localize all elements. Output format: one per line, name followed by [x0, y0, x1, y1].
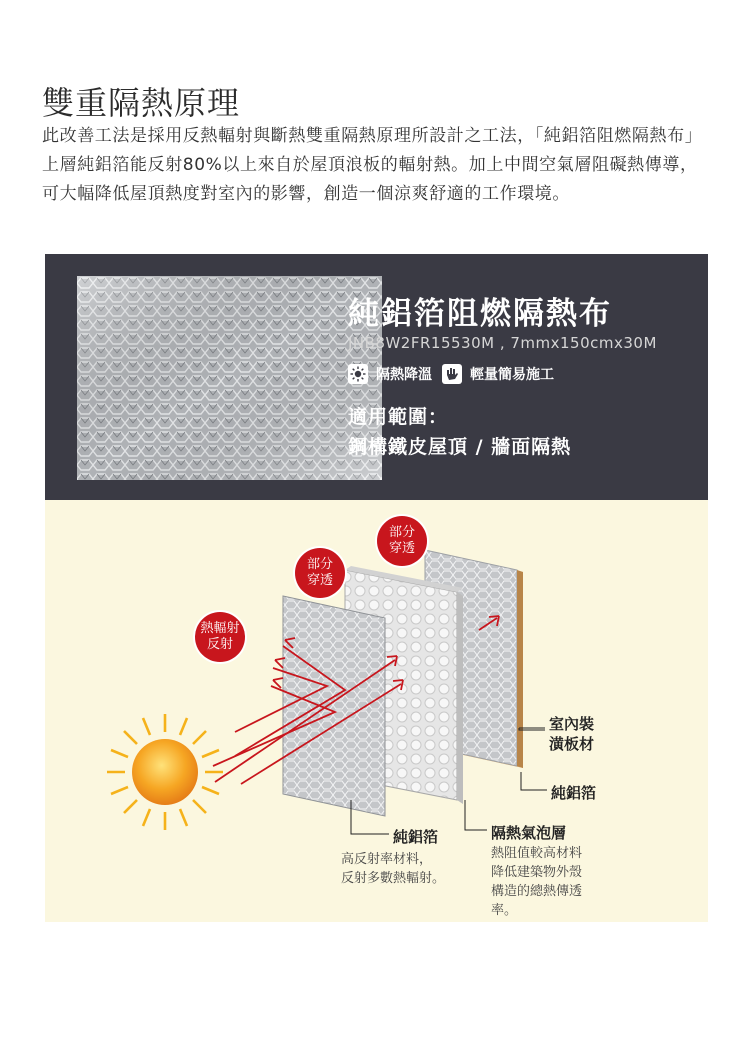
insulation-diagram — [45, 500, 708, 922]
feature-item — [442, 364, 554, 384]
sun-icon — [348, 364, 368, 384]
hand-icon — [442, 364, 462, 384]
apply-range-value: 鋼構鐵皮屋頂 / 牆面隔熱 — [348, 436, 572, 458]
product-name: 純鋁箔阻燃隔熱布 — [348, 296, 612, 332]
product-code: JNB8W2FR15530M , 7mmx150cmx30M — [348, 334, 657, 352]
feature-label: 隔熱降溫 — [376, 367, 432, 383]
interior-board-label: 室內裝 潢板材 — [549, 715, 595, 753]
feature-list — [348, 364, 554, 384]
partial-transmit-bubble: 部分 穿透 — [295, 548, 345, 598]
intro-paragraph: 此改善工法是採用反熱輻射與斷熱雙重隔熱原理所設計之工法，「純鋁箔阻燃隔熱布」上層純鋁箔能反射80%以上來自於屋頂浪板的輻射熱。加上中間空氣層阻礙熱傳導，可大幅降低屋頂熱度對室內的影響，創造一個涼爽舒適的工作環境。 — [42, 126, 703, 204]
foam-layer-description: 熱阻值較高材料 降低建築物外殼 構造的總熱傳透 率。 — [491, 846, 583, 918]
product-banner — [45, 254, 708, 500]
reflect-bubble: 熱輻射 反射 — [195, 612, 245, 662]
section-title: 雙重隔熱原理 — [42, 84, 241, 122]
front-foil-panel — [283, 596, 385, 816]
sun-illustration — [107, 714, 223, 830]
foam-layer-label: 隔熱氣泡層 — [491, 824, 567, 842]
foil-texture-photo — [77, 276, 382, 480]
feature-label: 輕量簡易施工 — [470, 367, 554, 383]
foil-left-description: 高反射率材料， 反射多數熱輻射。 — [341, 852, 446, 886]
feature-item — [348, 364, 432, 384]
partial-transmit-bubble: 部分 穿透 — [377, 516, 427, 566]
foil-right-label: 純鋁箔 — [551, 784, 597, 802]
apply-range-label: 適用範圍： — [348, 406, 449, 428]
foil-left-label: 純鋁箔 — [393, 828, 439, 846]
